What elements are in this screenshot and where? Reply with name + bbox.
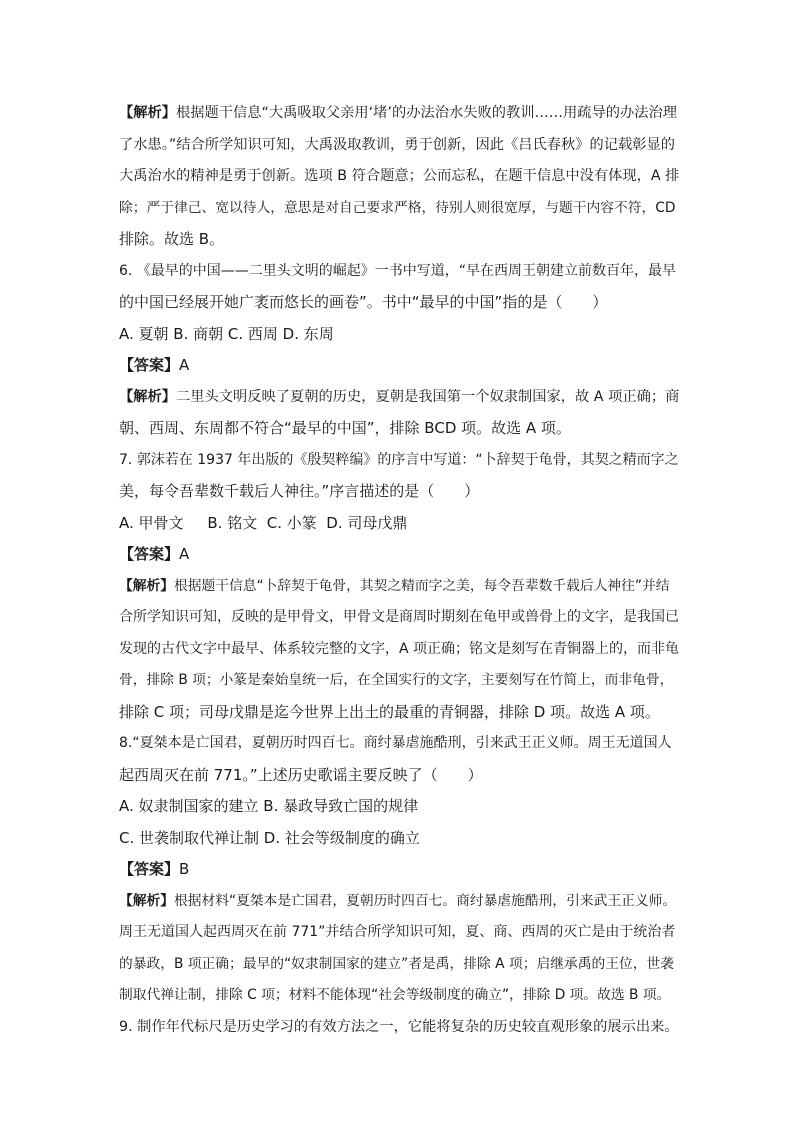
question-7-answer (119, 539, 679, 571)
question-9-stem: 9. 制作年代标尺是历史学习的有效方法之一，它能将复杂的历史较直观形象的展示出来。 (119, 1018, 679, 1035)
answer-label: 【答案】 (119, 356, 180, 374)
analysis-label: 【解析】 (119, 892, 175, 909)
analysis-text: 根据材料“夏桀本是亡国君，夏朝历时四百七。商纣暴虐施酷刑，引来武王正义师。 (174, 892, 677, 909)
analysis-line: 大禹治水的精神是勇于创新。选项 B 符合题意；公而忘私，在题干信息中没有体现，A 排 (119, 168, 680, 184)
question-7-stem: 7. 郭沫若在 1937 年出版的《殷契粹编》的序言中写道：“卜辞契于龟骨，其契之精而字之 (119, 451, 679, 468)
analysis-line: 排除 C 项；司母戊鼎是迄今世界上出土的最重的青铜器，排除 D 项。故选 A 项。 (119, 702, 660, 721)
answer-value: A (179, 545, 190, 563)
question-6-stem: 6. 《最早的中国——二里头文明的崛起》一书中写道，“早在西周王朝建立前数百年，最早 (119, 262, 677, 279)
analysis-line: 周王无道国人起西周灭在前 771”并结合所学知识可知，夏、商、西周的灭亡是由于统治者 (119, 924, 676, 940)
question-7-analysis (119, 571, 679, 603)
analysis-line: 制取代禅让制，排除 C 项；材料不能体现“社会等级制度的确立”，排除 D 项。故选 B 项。 (119, 987, 671, 1003)
answer-label: 【答案】 (119, 860, 180, 878)
question-6-analysis (119, 382, 679, 414)
analysis-text: 根据题干信息“大禹吸取父亲用‘堵’的办法治水失败的教训……用疏导的办法治理 (176, 105, 677, 121)
analysis-line: 排除。故选 B。 (119, 230, 225, 248)
question-8-options: A. 奴隶制国家的建立 B. 暴政导致亡国的规律 (119, 797, 419, 815)
analysis-line: 除；严于律己、宽以待人，意思是对自己要求严格，待别人则很宽厚，与题干内容不符，CD (119, 199, 676, 216)
document-page (119, 98, 679, 1043)
analysis-text: 二里头文明反映了夏朝的历史，夏朝是我国第一个奴隶制国家，故 A 项正确；商 (176, 388, 680, 405)
answer-label: 【答案】 (119, 545, 180, 563)
analysis-text: 根据题干信息“卜辞契于龟骨，其契之精而字之美，每令吾辈数千载后人神往”并结 (174, 577, 670, 594)
analysis-label: 【解析】 (119, 577, 175, 594)
analysis-line: 朝、西周、东周都不符合“最早的中国”，排除 BCD 项。故选 A 项。 (119, 419, 571, 437)
question-8-answer (119, 854, 679, 886)
question-6-stem: 的中国已经展开她广袤而悠长的画卷”。书中“最早的中国”指的是（ ） (119, 293, 608, 311)
question-7-options: A. 甲骨文 B. 铭文 C. 小篆 D. 司母戊鼎 (119, 513, 408, 532)
analysis-line: 的暴政，B 项正确；最早的“奴隶制国家的建立”者是禹，排除 A 项；启继承禹的王位，世袭 (119, 955, 674, 972)
question-7-stem: 美，每令吾辈数千载后人神往。”序言描述的是（ ） (119, 482, 480, 500)
question-8-analysis (119, 886, 679, 918)
analysis-label: 【解析】 (119, 105, 177, 121)
question-8-stem: 8.“夏桀本是亡国君，夏朝历时四百七。商纣暴虐施酷刑，引来武王正义师。周王无道国人 (119, 735, 672, 751)
question-8-options: C. 世袭制取代禅让制 D. 社会等级制度的确立 (119, 828, 420, 847)
question-6-options: A. 夏朝 B. 商朝 C. 西周 D. 东周 (119, 324, 334, 343)
analysis-line: 发现的古代文字中最早、体系较完整的文字，A 项正确；铭文是刻写在青铜器上的，而非龟 (119, 640, 680, 657)
answer-value: B (179, 860, 190, 878)
analysis-line: 了水患。”结合所学知识可知，大禹汲取教训，勇于创新，因此《吕氏春秋》的记载彰显的 (119, 136, 676, 153)
analysis-line: 骨，排除 B 项；小篆是秦始皇统一后，在全国实行的文字，主要刻写在竹简上，而非龟骨， (119, 672, 674, 688)
answer-value: A (179, 356, 190, 374)
question-6-answer (119, 350, 679, 382)
question-8-stem: 起西周灭在前 771。”上述历史歌谣主要反映了（ ） (119, 765, 483, 784)
analysis-label: 【解析】 (119, 388, 177, 405)
analysis-line: 合所学知识可知，反映的是甲骨文，甲骨文是商周时期刻在龟甲或兽骨上的文字，是我国已 (119, 609, 679, 625)
analysis-line (119, 98, 679, 130)
